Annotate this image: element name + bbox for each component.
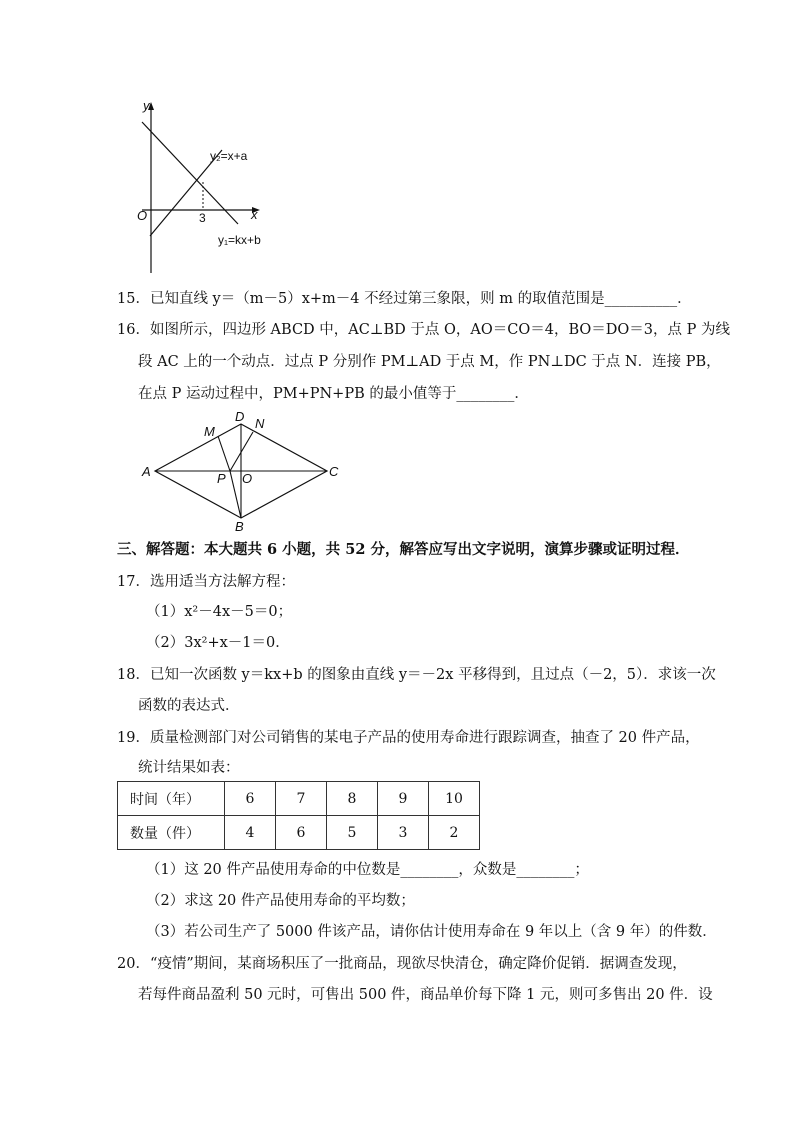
point-label-n: N <box>255 416 265 431</box>
question-17-part2: （2）3x²+x－1＝0． <box>146 635 290 651</box>
table-cell: 9 <box>378 782 429 816</box>
table-header-time: 时间（年） <box>118 782 225 816</box>
table-cell: 5 <box>327 816 378 850</box>
segment-pb <box>230 471 241 518</box>
question-20-line1: 20．“疫情”期间，某商场积压了一批商品，现欲尽快清仓，确定降价促销．据调查发现， <box>117 956 687 972</box>
linear-functions-figure <box>130 98 290 278</box>
table-cell: 8 <box>327 782 378 816</box>
quadrilateral-figure <box>138 408 348 532</box>
question-16-line2: 段 AC 上的一个动点．过点 P 分别作 PM⊥AD 于点 M，作 PN⊥DC 于点 N．连接 PB， <box>138 354 721 370</box>
table-cell: 2 <box>429 816 480 850</box>
axis-label-y: y <box>143 98 150 113</box>
question-19-part1: （1）这 20 件产品使用寿命的中位数是________，众数是________； <box>146 862 589 878</box>
question-16-line3: 在点 P 运动过程中，PM+PN+PB 的最小值等于________． <box>138 386 529 402</box>
table-cell: 3 <box>378 816 429 850</box>
tick-label-3: 3 <box>199 211 206 225</box>
point-label-c: C <box>329 464 339 479</box>
table-cell: 7 <box>276 782 327 816</box>
question-19-part3: （3）若公司生产了 5000 件该产品，请你估计使用寿命在 9 年以上（含 9 年）的件数． <box>146 924 717 940</box>
question-18-line1: 18．已知一次函数 y＝kx+b 的图象由直线 y＝－2x 平移得到，且过点（－2，5）．求该一次 <box>117 667 716 683</box>
table-cell: 10 <box>429 782 480 816</box>
point-label-d: D <box>235 409 245 424</box>
table-header-quantity: 数量（件） <box>118 816 225 850</box>
origin-label: O <box>137 208 148 223</box>
segment-pm <box>218 436 230 471</box>
label-y1: y₁=kx+b <box>218 233 261 247</box>
table-row <box>118 782 480 816</box>
point-label-b: B <box>235 519 244 532</box>
question-19-part2: （2）求这 20 件产品使用寿命的平均数； <box>146 893 415 909</box>
section-3-heading: 三、解答题：本大题共 6 小题，共 52 分，解答应写出文字说明，演算步骤或证明过程． <box>117 541 690 558</box>
table-cell: 6 <box>276 816 327 850</box>
question-16-line1: 16．如图所示，四边形 ABCD 中，AC⊥BD 于点 O，AO＝CO＝4，BO＝DO＝3，点 P 为线 <box>117 322 730 338</box>
question-18-line2: 函数的表达式． <box>138 698 240 714</box>
point-label-m: M <box>204 424 215 439</box>
question-20-line2: 若每件商品盈利 50 元时，可售出 500 件，商品单价每下降 1 元，则可多售出 20 件．设 <box>138 987 713 1003</box>
line-y1 <box>142 122 238 224</box>
question-15: 15．已知直线 y＝（m－5）x+m－4 不经过第三象限，则 m 的取值范围是__________． <box>117 291 692 307</box>
point-label-o: O <box>242 471 253 486</box>
question-19-line2: 统计结果如表： <box>138 760 240 776</box>
point-label-p: P <box>217 471 226 486</box>
table-row <box>118 816 480 850</box>
table-cell: 4 <box>225 816 276 850</box>
axis-label-x: x <box>251 207 258 222</box>
label-y2: y₂=x+a <box>210 149 248 163</box>
question-19-line1: 19．质量检测部门对公司销售的某电子产品的使用寿命进行跟踪调查，抽查了 20 件产品， <box>117 730 700 746</box>
question-17-part1: （1）x²－4x－5＝0； <box>146 604 293 620</box>
point-label-a: A <box>142 464 151 479</box>
question-17-line1: 17．选用适当方法解方程： <box>117 574 295 590</box>
lifespan-table <box>117 781 480 850</box>
table-cell: 6 <box>225 782 276 816</box>
